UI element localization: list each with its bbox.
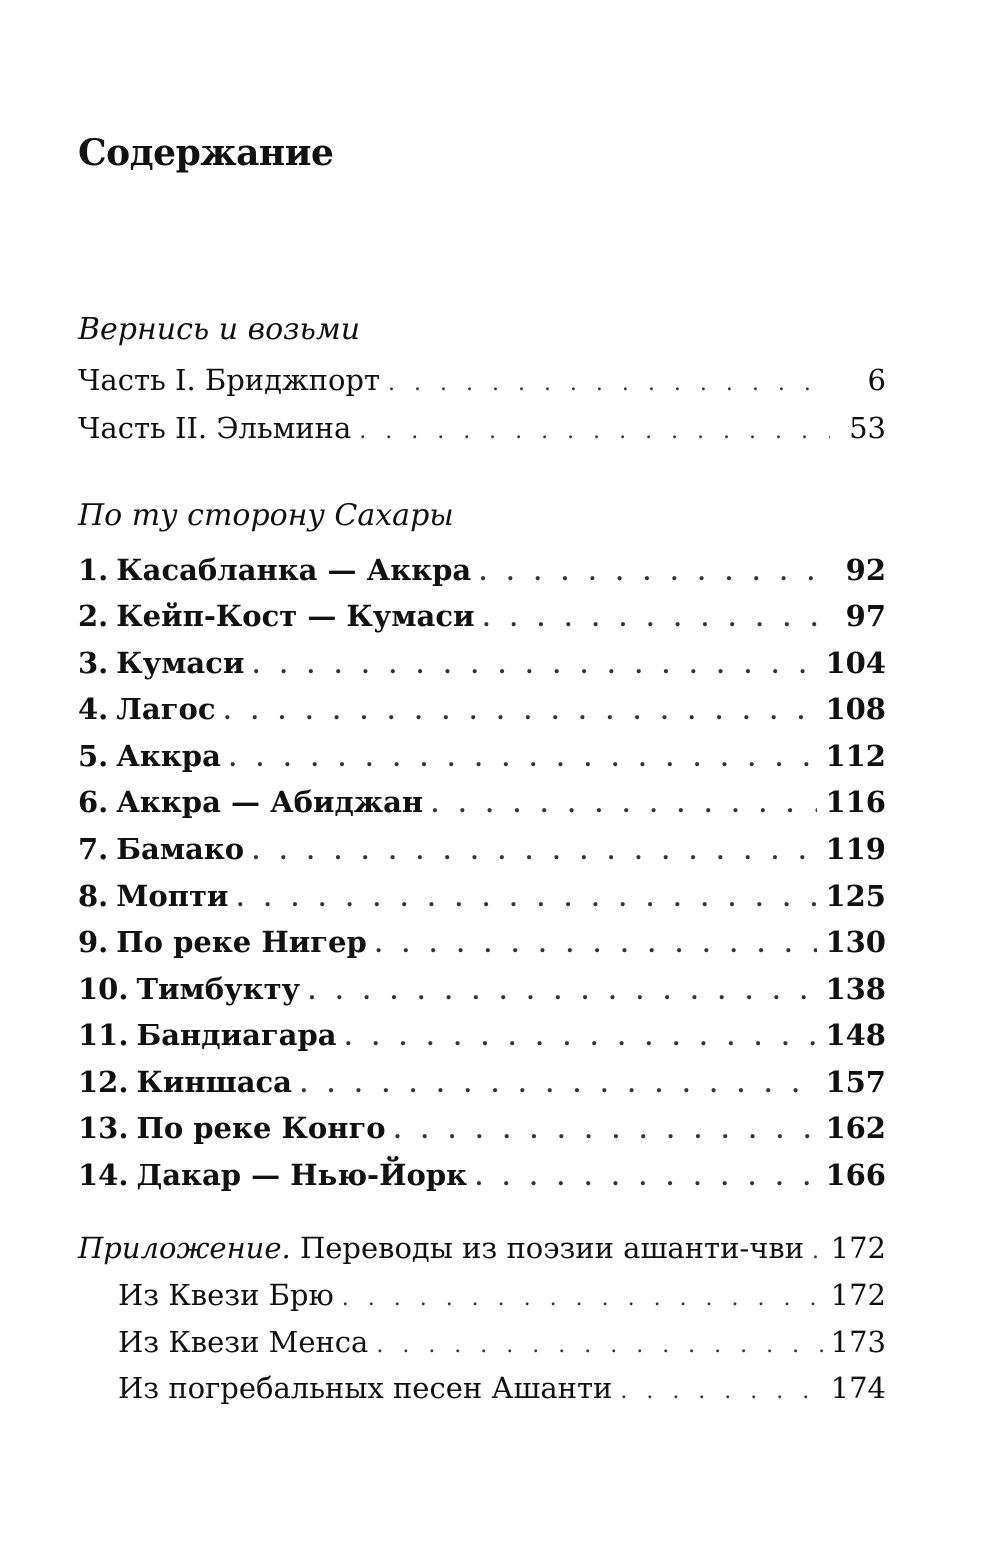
toc-entry[interactable] <box>78 782 886 822</box>
leader-dots <box>308 972 817 1012</box>
toc-page-number: 125 <box>825 879 886 913</box>
toc-entry[interactable] <box>78 360 886 400</box>
toc-entry-label: Из Квези Брю <box>118 1278 334 1312</box>
leader-dots <box>812 1232 823 1272</box>
toc-entry-label: Кейп-Кост — Кумаси <box>116 599 475 633</box>
toc-entry-label: Мопти <box>116 879 229 913</box>
toc-entry-label: Из погребальных песен Ашанти <box>118 1371 613 1405</box>
chapter-number: 9. <box>78 925 109 959</box>
toc-entry-label: Часть II. Эльмина <box>78 411 352 445</box>
chapter-number: 6. <box>78 785 109 819</box>
leader-dots <box>252 832 817 872</box>
leader-dots <box>236 879 817 919</box>
toc-entry-appendix[interactable] <box>78 1228 886 1268</box>
toc-page-number: 92 <box>845 553 886 587</box>
page-title: Содержание <box>78 132 334 174</box>
chapter-number: 2. <box>78 599 109 633</box>
toc-page-number: 97 <box>845 599 886 633</box>
section-heading-sahara: По ту сторону Сахары <box>78 498 454 533</box>
leader-dots <box>345 1018 818 1058</box>
toc-subentry[interactable] <box>118 1322 886 1362</box>
leader-dots <box>224 692 818 732</box>
toc-entry[interactable] <box>78 550 886 590</box>
toc-entry[interactable] <box>78 408 886 448</box>
toc-entry-label: Аккра — Абиджан <box>116 785 424 819</box>
toc-subentry[interactable] <box>118 1368 886 1408</box>
toc-entry[interactable] <box>78 876 886 916</box>
toc-page-number: 172 <box>830 1278 886 1312</box>
toc-page-number: 148 <box>825 1018 886 1052</box>
leader-dots <box>483 599 830 639</box>
chapter-number: 8. <box>78 879 109 913</box>
toc-page-number: 162 <box>825 1111 886 1145</box>
toc-page-number: 138 <box>825 972 886 1006</box>
toc-page-number: 166 <box>825 1158 886 1192</box>
leader-dots <box>479 553 830 593</box>
toc-page-number: 108 <box>825 692 886 726</box>
toc-page-number: 174 <box>830 1371 886 1405</box>
leader-dots <box>300 1065 817 1105</box>
toc-entry[interactable] <box>78 689 886 729</box>
leader-dots <box>359 412 830 452</box>
toc-entry[interactable] <box>78 1062 886 1102</box>
chapter-number: 4. <box>78 692 109 726</box>
toc-entry-label: Бандиагара <box>136 1018 337 1052</box>
toc-entry-label: По реке Нигер <box>116 925 367 959</box>
toc-entry[interactable] <box>78 1108 886 1148</box>
leader-dots <box>376 1326 822 1366</box>
chapter-number: 7. <box>78 832 109 866</box>
chapter-number: 12. <box>78 1065 129 1099</box>
toc-page-number: 119 <box>825 832 886 866</box>
toc-page-number: 172 <box>830 1231 886 1265</box>
toc-entry-label: Киншаса <box>136 1065 292 1099</box>
toc-entry[interactable] <box>78 829 886 869</box>
toc-page-number: 157 <box>825 1065 886 1099</box>
toc-entry[interactable] <box>78 596 886 636</box>
leader-dots <box>475 1158 817 1198</box>
toc-entry-label: Бамако <box>116 832 245 866</box>
toc-entry-label: Кумаси <box>116 646 245 680</box>
toc-entry-label: Часть I. Бриджпорт <box>78 363 381 397</box>
toc-entry-label <box>78 1228 804 1268</box>
toc-page-number: 6 <box>867 363 886 397</box>
appendix-title: Переводы из поэзии ашанти-чви <box>299 1231 805 1265</box>
toc-page-number: 112 <box>825 739 886 773</box>
leader-dots <box>229 739 818 779</box>
toc-entry[interactable] <box>78 736 886 776</box>
chapter-number: 3. <box>78 646 109 680</box>
section-heading-return: Вернись и возьми <box>78 312 361 347</box>
leader-dots <box>620 1372 822 1412</box>
leader-dots <box>342 1279 823 1319</box>
toc-entry[interactable] <box>78 922 886 962</box>
toc-entry-label: Лагос <box>116 692 216 726</box>
chapter-number: 13. <box>78 1111 129 1145</box>
toc-entry[interactable] <box>78 643 886 683</box>
toc-page-number: 130 <box>825 925 886 959</box>
chapter-number: 1. <box>78 553 109 587</box>
toc-entry[interactable] <box>78 1155 886 1195</box>
toc-entry-label: Касабланка — Аккра <box>116 553 472 587</box>
toc-page-number: 53 <box>849 411 886 445</box>
toc-page-number: 104 <box>825 646 886 680</box>
leader-dots <box>252 646 817 686</box>
leader-dots <box>375 925 818 965</box>
toc-subentry[interactable] <box>118 1275 886 1315</box>
toc-entry[interactable] <box>78 969 886 1009</box>
leader-dots <box>388 364 830 404</box>
leader-dots <box>394 1111 818 1151</box>
toc-entry[interactable] <box>78 1015 886 1055</box>
toc-entry-label: Дакар — Нью-Йорк <box>136 1158 468 1192</box>
toc-entry-label: Аккра <box>116 739 221 773</box>
chapter-number: 5. <box>78 739 109 773</box>
appendix-lead: Приложение. <box>78 1231 291 1265</box>
chapter-number: 11. <box>78 1018 129 1052</box>
toc-entry-label: Тимбукту <box>136 972 301 1006</box>
chapter-number: 10. <box>78 972 129 1006</box>
toc-entry-label: Из Квези Менса <box>118 1325 369 1359</box>
chapter-number: 14. <box>78 1158 129 1192</box>
toc-page-number: 173 <box>830 1325 886 1359</box>
toc-page-number: 116 <box>825 785 886 819</box>
leader-dots <box>431 785 817 825</box>
toc-entry-label: По реке Конго <box>136 1111 386 1145</box>
